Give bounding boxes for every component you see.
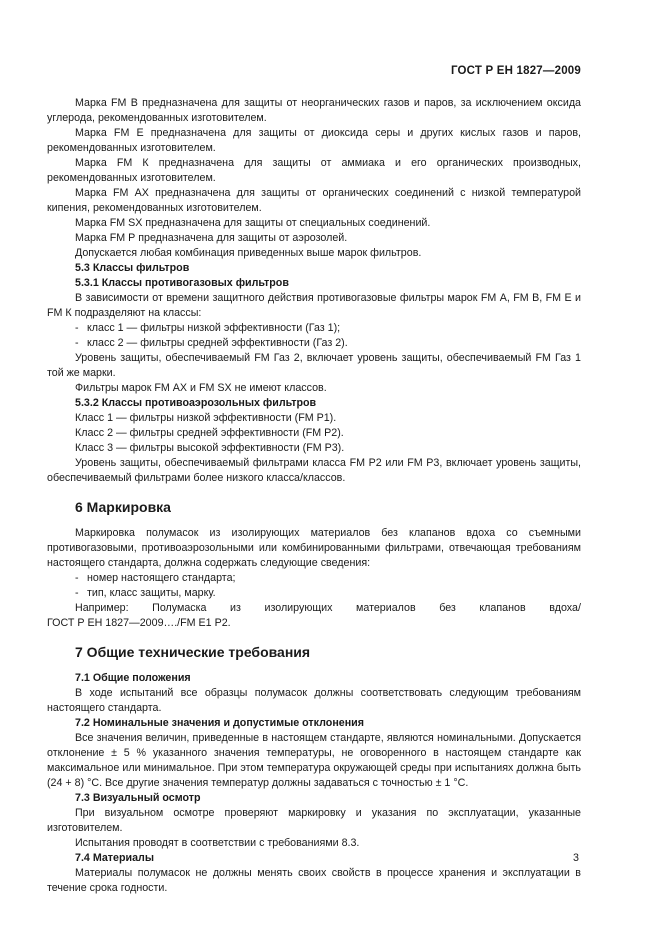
paragraph: Класс 2 — фильтры средней эффективности (FM Р2). [75, 427, 344, 439]
example-word: клапанов [479, 602, 526, 614]
paragraph: Марка FM АХ предназначена для защиты от органических соединений с низкой температурой кипения, рекомендованных изготовителем. [47, 187, 581, 214]
paragraph: Все значения величин, приведенные в настоящем стандарте, являются номинальными. Допускается отклонение ± 5 % указанного значения температуры, не оговоренного в настоящем стандарте как максимальное или минимальное. При этом температура окружающей среды при испытаниях должна быть (24 + 8) °С. Все другие значения температур должны задаваться с точностью ± 1 °С. [47, 732, 581, 789]
example-word: вдоха/ [549, 602, 581, 614]
example-word: из [230, 602, 241, 614]
list-item [47, 321, 581, 336]
paragraph: Марка FM В предназначена для защиты от неорганических газов и паров, за исключением оксида углерода, рекомендованных изготовителем. [47, 97, 581, 124]
paragraph: Маркировка полумасок из изолирующих материалов без клапанов вдоха со съемными противогазовыми, противоаэрозольными или комбинированными фильтрами, отвечающая требованиям настоящего стандарта, должна содержать следующие сведения: [47, 527, 581, 569]
list-dash: - [75, 322, 79, 334]
paragraph: Материалы полумасок не должны менять своих свойств в процессе хранения и эксплуатации в течение срока годности. [47, 867, 581, 894]
list-item [47, 571, 581, 586]
list-item [47, 336, 581, 351]
subsection-heading: 5.3 Классы фильтров [75, 262, 190, 274]
section-heading: 7 Общие технические требования [75, 644, 311, 660]
paragraph: В зависимости от времени защитного действия противогазовые фильтры марок FM А, FM В, FM Е и FM К подразделяют на классы: [47, 292, 581, 319]
document-code: ГОСТ Р ЕН 1827—2009 [450, 65, 581, 77]
spacer [47, 516, 581, 526]
list-dash: - [75, 587, 79, 599]
example-word: Например: [75, 602, 129, 614]
document-body [47, 96, 581, 896]
paragraph: Испытания проводят в соответствии с требованиями 8.3. [75, 837, 360, 849]
list-item [47, 586, 581, 601]
example-line [47, 601, 581, 616]
paragraph: ГОСТ Р ЕН 1827—2009…./FM Е1 Р2. [47, 617, 231, 629]
list-dash: - [75, 337, 79, 349]
list-item-text: номер настоящего стандарта; [87, 572, 236, 584]
spacer [47, 631, 581, 643]
paragraph: Марка FM SX предназначена для защиты от специальных соединений. [75, 217, 431, 229]
paragraph: Марка FM Е предназначена для защиты от диоксида серы и других кислых газов и паров, рекомендованных изготовителем. [47, 127, 581, 154]
subsection-heading: 7.3 Визуальный осмотр [75, 792, 201, 804]
subsection-heading: 7.1 Общие положения [75, 672, 191, 684]
list-item-text: класс 2 — фильтры средней эффективности (Газ 2). [87, 337, 348, 349]
paragraph: При визуальном осмотре проверяют маркировку и указания по эксплуатации, указанные изготовителем. [47, 807, 581, 834]
paragraph: Уровень защиты, обеспечиваемый FM Газ 2, включает уровень защиты, обеспечиваемый FM Газ 1 той же марки. [47, 352, 581, 379]
example-word: Полумаска [152, 602, 207, 614]
example-word: изолирующих [264, 602, 333, 614]
example-word: материалов [356, 602, 416, 614]
paragraph: В ходе испытаний все образцы полумасок должны соответствовать следующим требованиям настоящего стандарта. [47, 687, 581, 714]
section-heading: 6 Маркировка [75, 499, 171, 515]
paragraph: Марка FM К предназначена для защиты от аммиака и его органических производных, рекомендованных изготовителем. [47, 157, 581, 184]
paragraph: Уровень защиты, обеспечиваемый фильтрами класса FM Р2 или FM Р3, включает уровень защиты, обеспечиваемый фильтрами более низкого класса/классов. [47, 457, 581, 484]
list-item-text: тип, класс защиты, марку. [87, 587, 216, 599]
spacer [47, 486, 581, 498]
paragraph: Марка FM Р предназначена для защиты от аэрозолей. [75, 232, 348, 244]
subsection-heading: 5.3.2 Классы противоаэрозольных фильтров [75, 397, 317, 409]
paragraph: Допускается любая комбинация приведенных выше марок фильтров. [75, 247, 422, 259]
list-item-text: класс 1 — фильтры низкой эффективности (Газ 1); [87, 322, 341, 334]
spacer [47, 661, 581, 671]
subsection-heading: 7.4 Материалы [75, 852, 154, 864]
paragraph: Фильтры марок FM АХ и FM SX не имеют классов. [75, 382, 327, 394]
paragraph: Класс 1 — фильтры низкой эффективности (FM Р1). [75, 412, 337, 424]
subsection-heading: 7.2 Номинальные значения и допустимые отклонения [75, 717, 364, 729]
page-number: 3 [573, 852, 579, 864]
example-word: без [439, 602, 456, 614]
paragraph: Класс 3 — фильтры высокой эффективности (FM Р3). [75, 442, 345, 454]
list-dash: - [75, 572, 79, 584]
subsection-heading: 5.3.1 Классы противогазовых фильтров [75, 277, 289, 289]
